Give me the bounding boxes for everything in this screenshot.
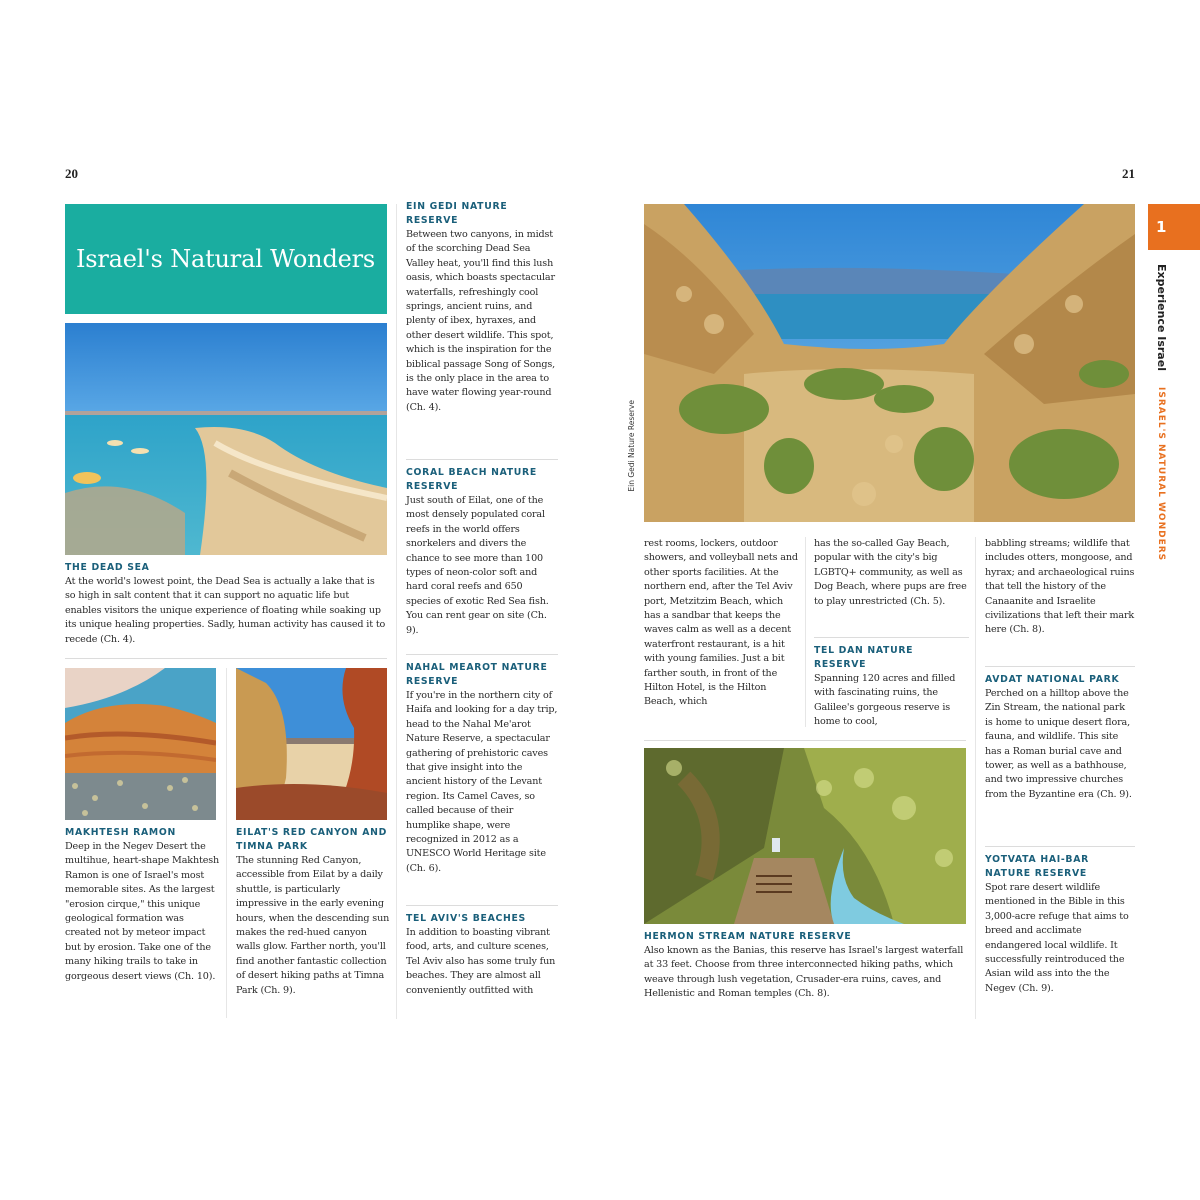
divider (985, 846, 1135, 847)
entry-body: Perched on a hilltop above the Zin Stream, the national park is home to unique desert flora, fauna, and wildlife. This site has a Roman burial cave and tower, as well as a bathhouse, and two impressive churches from the Byzantine era (Ch. 9). (985, 688, 1132, 800)
entry-avdat (985, 673, 1135, 802)
entry-body: The stunning Red Canyon, accessible from Eilat by a daily shuttle, is particularly impressive in the early evening hours, when the descending sun makes the red-hued canyon walls glow. Farther north, you'll find another fantastic collection of desert hiking paths at Timna Park (Ch. 9). (236, 855, 390, 996)
entry-heading: NAHAL MEAROT NATURE RESERVE (406, 662, 548, 687)
entry-body: Spot rare desert wildlife mentioned in the Bible in this 3,000-acre refuge that aims to breed and acclimate endangered local wildlife. It successfully reintroduced the Asian wild ass into the the Negev (Ch. 9). (985, 882, 1129, 994)
entry-heading: EIN GEDI NATURE RESERVE (406, 201, 508, 226)
page-number-left: 20 (65, 166, 78, 181)
entry-body: In addition to boasting vibrant food, arts, and culture scenes, Tel Aviv also has some truly fun beaches. They are almost all conveniently outfitted with (406, 927, 556, 996)
entry-heading: TEL AVIV'S BEACHES (406, 913, 526, 924)
entry-coral-beach (406, 466, 558, 638)
makhtesh-ramon-photo (65, 668, 216, 820)
ein-gedi-photo (644, 204, 1135, 522)
entry-heading: YOTVATA HAI-BAR NATURE RESERVE (985, 854, 1089, 879)
entry-body: rest rooms, lockers, outdoor showers, and volleyball nets and other sports facilities. At the northern end, after the Tel Aviv port, Metzitzim Beach, which has a sandbar that keeps the waves calm as well as a decent waterfront restaurant, is a hit with young families. Just a bit farther south, in front of the Hilton Hotel, is the Hilton Beach, which (644, 538, 798, 708)
divider (985, 666, 1135, 667)
entry-body: Also known as the Banias, this reserve has Israel's largest waterfall at 33 feet. Choose from three interconnected hiking paths, which weave through lush vegetation, Crusader-era ruins, caves, and Hellenistic and Roman temples (Ch. 8). (644, 945, 964, 1000)
entry-hermon (644, 930, 966, 1002)
running-header (1152, 264, 1171, 561)
entry-body: Spanning 120 acres and filled with fascinating ruins, the Galilee's gorgeous reserve is home to cool, (814, 673, 956, 728)
running-header-sub: ISRAEL'S NATURAL WONDERS (1156, 386, 1166, 561)
divider (406, 459, 558, 460)
entry-body: If you're in the northern city of Haifa and looking for a day trip, head to the Nahal Me'arot Nature Reserve, a spectacular gathering of prehistoric caves that give insight into the ancient history of the Levant region. Its Camel Caves, so called because of their humplike shape, were recognized in 2012 as a UNESCO World Heritage site (Ch. 6). (406, 690, 558, 874)
section-title-banner (65, 204, 387, 314)
page-number-right: 21 (1122, 166, 1135, 181)
entry-red-canyon (236, 826, 391, 998)
entry-body: Between two canyons, in midst of the scorching Dead Sea Valley heat, you'll find this lush oasis, which boasts spectacular waterfalls, refreshingly cool springs, ancient ruins, and plenty of ibex, hyraxes, and other desert wildlife. This spot, which is the inspiration for the biblical passage Song of Songs, is the only place in the area to have water flowing year-round (Ch. 4). (406, 229, 556, 413)
entry-heading: CORAL BEACH NATURE RESERVE (406, 467, 537, 492)
divider (644, 740, 966, 741)
entry-heading: THE DEAD SEA (65, 562, 150, 573)
entry-body: Just south of Eilat, one of the most densely populated coral reefs in the world offers snorkelers and divers the chance to see more than 100 types of neon-color soft and hard coral reefs and 650 species of exotic Red Sea fish. You can rent gear on site (Ch. 9). (406, 495, 549, 636)
column-divider (805, 537, 806, 727)
chapter-tab: 1 (1148, 204, 1200, 250)
entry-heading: EILAT'S RED CANYON AND TIMNA PARK (236, 827, 388, 852)
entry-body: has the so-called Gay Beach, popular with the city's big LGBTQ+ community, as well as Dog Beach, where pups are free to play unrestricted (Ch. 5). (814, 538, 967, 607)
entry-body: babbling streams; wildlife that includes otters, mongoose, and hyrax; and archaeological ruins that tell the history of the Canaanite and Israelite civilizations that left their mark here (Ch. 8). (985, 538, 1135, 636)
column-divider (226, 668, 227, 1018)
entry-tel-aviv-beaches (406, 912, 558, 998)
entry-heading: MAKHTESH RAMON (65, 827, 176, 838)
entry-tel-dan (814, 644, 969, 730)
entry-body: At the world's lowest point, the Dead Sea is actually a lake that is so high in salt content that it can support no aquatic life but enables visitors the unique experience of floating while soaking up its unique healing properties. Sadly, human activity has caused it to recede (Ch. 4). (65, 576, 386, 645)
entry-ein-gedi (406, 200, 558, 415)
tel-aviv-continued-1 (644, 537, 799, 710)
divider (406, 905, 558, 906)
entry-yotvata (985, 853, 1135, 996)
divider (814, 637, 969, 638)
divider (65, 658, 387, 659)
tel-dan-continued (985, 537, 1135, 638)
entry-heading: HERMON STREAM NATURE RESERVE (644, 931, 852, 942)
entry-nahal-mearot (406, 661, 558, 876)
tel-aviv-continued-2 (814, 537, 969, 609)
section-title: Israel's Natural Wonders (76, 245, 375, 273)
entry-heading: AVDAT NATIONAL PARK (985, 674, 1120, 685)
column-divider (975, 537, 976, 1019)
photo-caption: Ein Gedi Nature Reserve (627, 400, 636, 492)
red-canyon-photo (236, 668, 387, 820)
column-divider (396, 204, 397, 1019)
running-header-main: Experience Israel (1155, 264, 1168, 371)
entry-dead-sea (65, 561, 387, 647)
entry-makhtesh-ramon (65, 826, 220, 984)
divider (406, 654, 558, 655)
entry-body: Deep in the Negev Desert the multihue, heart-shape Makhtesh Ramon is one of Israel's most memorable sites. As the largest "erosion cirque," this unique geological formation was created not by meteor impact but by erosion. Take one of the many hiking trails to take in gorgeous desert views (Ch. 10). (65, 841, 220, 982)
hermon-stream-photo (644, 748, 966, 924)
dead-sea-photo (65, 323, 387, 555)
entry-heading: TEL DAN NATURE RESERVE (814, 645, 914, 670)
